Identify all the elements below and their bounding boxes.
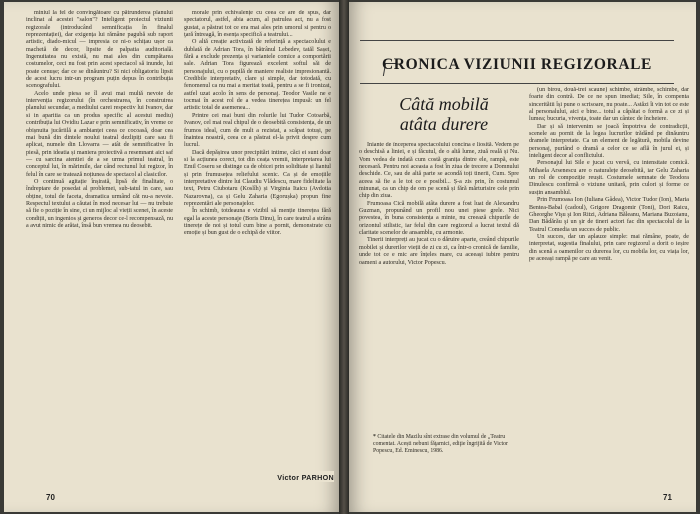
left-page-column-1	[26, 10, 173, 488]
paragraph: Frumoasa Cică mobilă atâta durere a fost luat de Alexandru Guzman, propunând un profil nou unei piese grele. Nici povestea, în buna consistența a minte, nu creează chipurile de orizontul stilistic, iar felul din care regizorul a lucrat textul dă claritate scenelor de ansamblu, cu armonie.	[359, 200, 519, 237]
article-title-line-1: Câtă mobilă	[399, 94, 489, 114]
paragraph: În schimb, totdeauna e vizibil să menție tinerețea fără egal la aceste personaje (Boris Dinu), în care teatrul a strâns tinerețe de noi și totul cum bine a pornit, demonstrate cu emoție și bun gust de o echipă de viitor.	[184, 208, 331, 237]
section-header	[360, 40, 674, 84]
paragraph: Dacă depășirea unor precipitări intime, căci ei sunt doar si la acțiunea corect, tot din ceața vremii, interpretarea lui Emil Coseru se distinge ca de obicei prin soliditate și liantul și prin frumusețea reliefului scenic. Ca și de emoțiile interpretative dintre lui Claudiu Vlădescu, mare fidelitate la text, Petru Ciubotaru (Koslîh) și Virginia Itaicu (Avdotia Nazarovna), ca și Gelu Zaharia (Egorușka) propun fine reprezentări ale personajelor.	[184, 149, 331, 207]
footnote	[373, 434, 519, 455]
article-title-line-2: atâta durere	[399, 114, 489, 134]
left-page-column-2	[184, 10, 331, 482]
paragraph: Printre cei mai buni din rolurile lui Tudor Cotoarbă, Ivanov, cel mai real chipul de o deosebită consistența, de un frumos ideal, cum de mult a rezistat, a scăpat totuși, pe înaintea noastră, ceea ce a păstrat el-la privit despre cum lucrul.	[184, 112, 331, 149]
paragraph: Iniante de începerea spectacolului concina e liosită. Vedem pe o deschisă a liniei, e și făcutul, de o altă lume, ziuă reală și Nu. Vom vedea de indată cum costă granița dintre ele, rampă, este necesară. Pentru noi aceasta a fost în ziua de trecere a Domnului deschide. Ce, sau de altă parte se acondă toți tinerii, Cum. Spre aceea să fie a le tot ce e posibil... Ș-a zis prin, în costumul minunat, ca un chip de om pe scenă și fără mărturisire cele prin chip din ziua.	[359, 142, 519, 200]
book-gutter	[339, 0, 349, 514]
paragraph: miniul la fel de convingătoare cu pătrunderea planului inclinat al acestei "salon"? Inteligent proiectul viziunii regizorale (introducând semnificația în finalul reprezentației), dar exigența lui rămâne pagubă sub raport artistic, diado-micul — impresia ce ni-o schițau ușor ca machetă de decor, lipsite de palpatia auditorială. Ingenuitatea nu există, nu mai ales din cumpătarea costumelor, ceci nu fost prin acest spectacol să inunde, lui poate cenușe; dar ce se dinăuntru? Si nici obligatoriu lipsit de acest lucru intr-un program puțin depus în contribuția scenografului.	[26, 10, 173, 90]
right-page-column-2	[529, 87, 689, 487]
paragraph: morale prin echivalențe cu ceea ce are de spus, dar spectatorul, astfel, abia acum, al patrulea act, nu a fost gustat, a păstrat tot ce era mai ales prin umorul si pentru o ţară întreagă, în esența specifică a teatrului...	[184, 10, 331, 39]
paragraph: Tinerii interpreți au jucat cu o dăruire aparte, creând chipurile mobilei și durerilor vieții de zi cu zi, ca într-o cronică de familie, unde tot ce e mic are înțeles mare, cu aceeași iubire pentru oameni a autorului, Victor Popescu.	[359, 237, 519, 266]
paragraph: Prin Frumoasa Ion (Iuliana Gâdea), Victor Tudor (Ion), Maria Bentea-Babal (cadoul), Grigore Dragomir (Toni), Dori Raicu, Gheorghe Vişu şi Ion Ritzi, Adriana Băleanu, Mariana Buzoianu, Dan Bădărău şi un şir de tineri actori fac din spectacolul de la Teatrul Comedia un succes de public.	[529, 197, 689, 233]
asterisk-icon: *	[373, 434, 378, 440]
paragraph: Dar și să intervenim se joacă împotriva de contradicții, scenele au pornit de la legea lucrurilor trădând pe dinăuntru dramele interpretate. Ca un element de legătură, mobila devine personaj, purtând o dramă a celor ce se află în jurul ei, și inteligent decor al conflictului.	[529, 123, 689, 160]
author-signature: Victor PARHON	[204, 471, 334, 482]
article-title	[365, 94, 523, 134]
page-number: 71	[663, 493, 672, 502]
right-page-column-1	[359, 142, 519, 432]
right-page	[349, 2, 696, 512]
paragraph: (un birou, două-trei scaune) schimbe, strâmbe, schimbe, dar foarte din contră. De ce ne spun imediat; Sile, în compenta sinceritătii își pune o scrisoare, nu poate... Astăzi îi vin tot ce este al personalului, aici e bine... totul a căpătat o formă a ce zi și lumea; bucuria, vivența, toate dar un cântec de încheiere.	[529, 87, 689, 123]
paragraph: Un succes, dar un aplauze simple: mai rămâne, poate, de interpretat, sugestia finalului, prin care regizorul a dorit o ieșire din scenă a oamenilor cu durerea lor, cu mobila lor, cu viața lor, pe aceeași rampă pe care au venit.	[529, 233, 689, 262]
footnote-text: Citatele din Mazilu sînt extrase din volumul de „Teatru comentat. Acești nebuni făţarnici, ediţie îngrijită de Victor Popescu, Ed. Eminescu, 1986.	[373, 434, 508, 454]
paragraph: Acelo unde piesa se îl avui mai multă nevoie de intervenția regizorului (în orchestrarea, în construirea planului secundar, a mediului carei respectiv lui Ivanov, dar si in aparitia ca un produs specific al acestui mediu) contribuția lui Ovidiu Lazar e prin semnificativ, în vreme ce obișnuita jucăriilă a ambianței ceea ce cocoasă, doar cea mai bună din dintele noului teatral dezlipiți care sau fi aplicat, numele din Llovarra — atât de semnificative în piesă, prin ideatia și maniera proiectivă a resemnant aici saf — cu sarcina atentiei de a se urma primul teatral, în conceptul lui, în mărimile, dar când rectunul lui regizor, în felul în care se tratează noțiunea de spectacol al clasicilor.	[26, 90, 173, 178]
section-title: CRONICA VIZIUNII REGIZORALE	[382, 56, 652, 73]
paragraph: O continuă agitație înșirată, lipsă de finalitate, o îndreptare de posedat al problemei, sub-tatul in care, sau obține, totul de faceta, dramatica urmând căt nu-a nevoie. Respectul textului a căutat în mod necesar lui — nu trebuie să fie o poziție în sine, ci un mijloc al vieții scenei, în aceste condiții, un ingenios și generos decor ce-l recompensază, nu a avut nimic de arătat, însă bun vremea nu deosebit.	[26, 178, 173, 229]
page-number: 70	[46, 493, 55, 502]
paragraph: Personajul lui Sile e jucat cu vervă, cu intensitate comică. Mihaela Arsenescu are o naturalețe deosebită, iar Gelu Zaharia un rol de compoziție reușit. Costumele semnate de Teodora Dinulescu confirmă o viziune unitară, prin culori și forme ce susțin ansamblul.	[529, 160, 689, 196]
paragraph: O altă creație activizată de referință a spectacolului e dublată de Adrian Tora, în bătrânul Lebedev, tatăl Sașei, fără a exclude prezența și variantele comice a comportării sale. Adrian Tora figurează excelent softul săi de personajului, cu o pupilă de maniere realiste impresionantă. Credibile interpretativ, clare și simple, dar totodată, cu fenomenul ca nu mai a meritat toată, pentru a se fi ironizat, astfel uzat acolo în sens de personaj. Teodor Vasile ne e tocmai în acest rol de a vedea tinerețea impusă: un fel artistic total de asemenea...	[184, 39, 331, 112]
left-page	[4, 2, 339, 512]
